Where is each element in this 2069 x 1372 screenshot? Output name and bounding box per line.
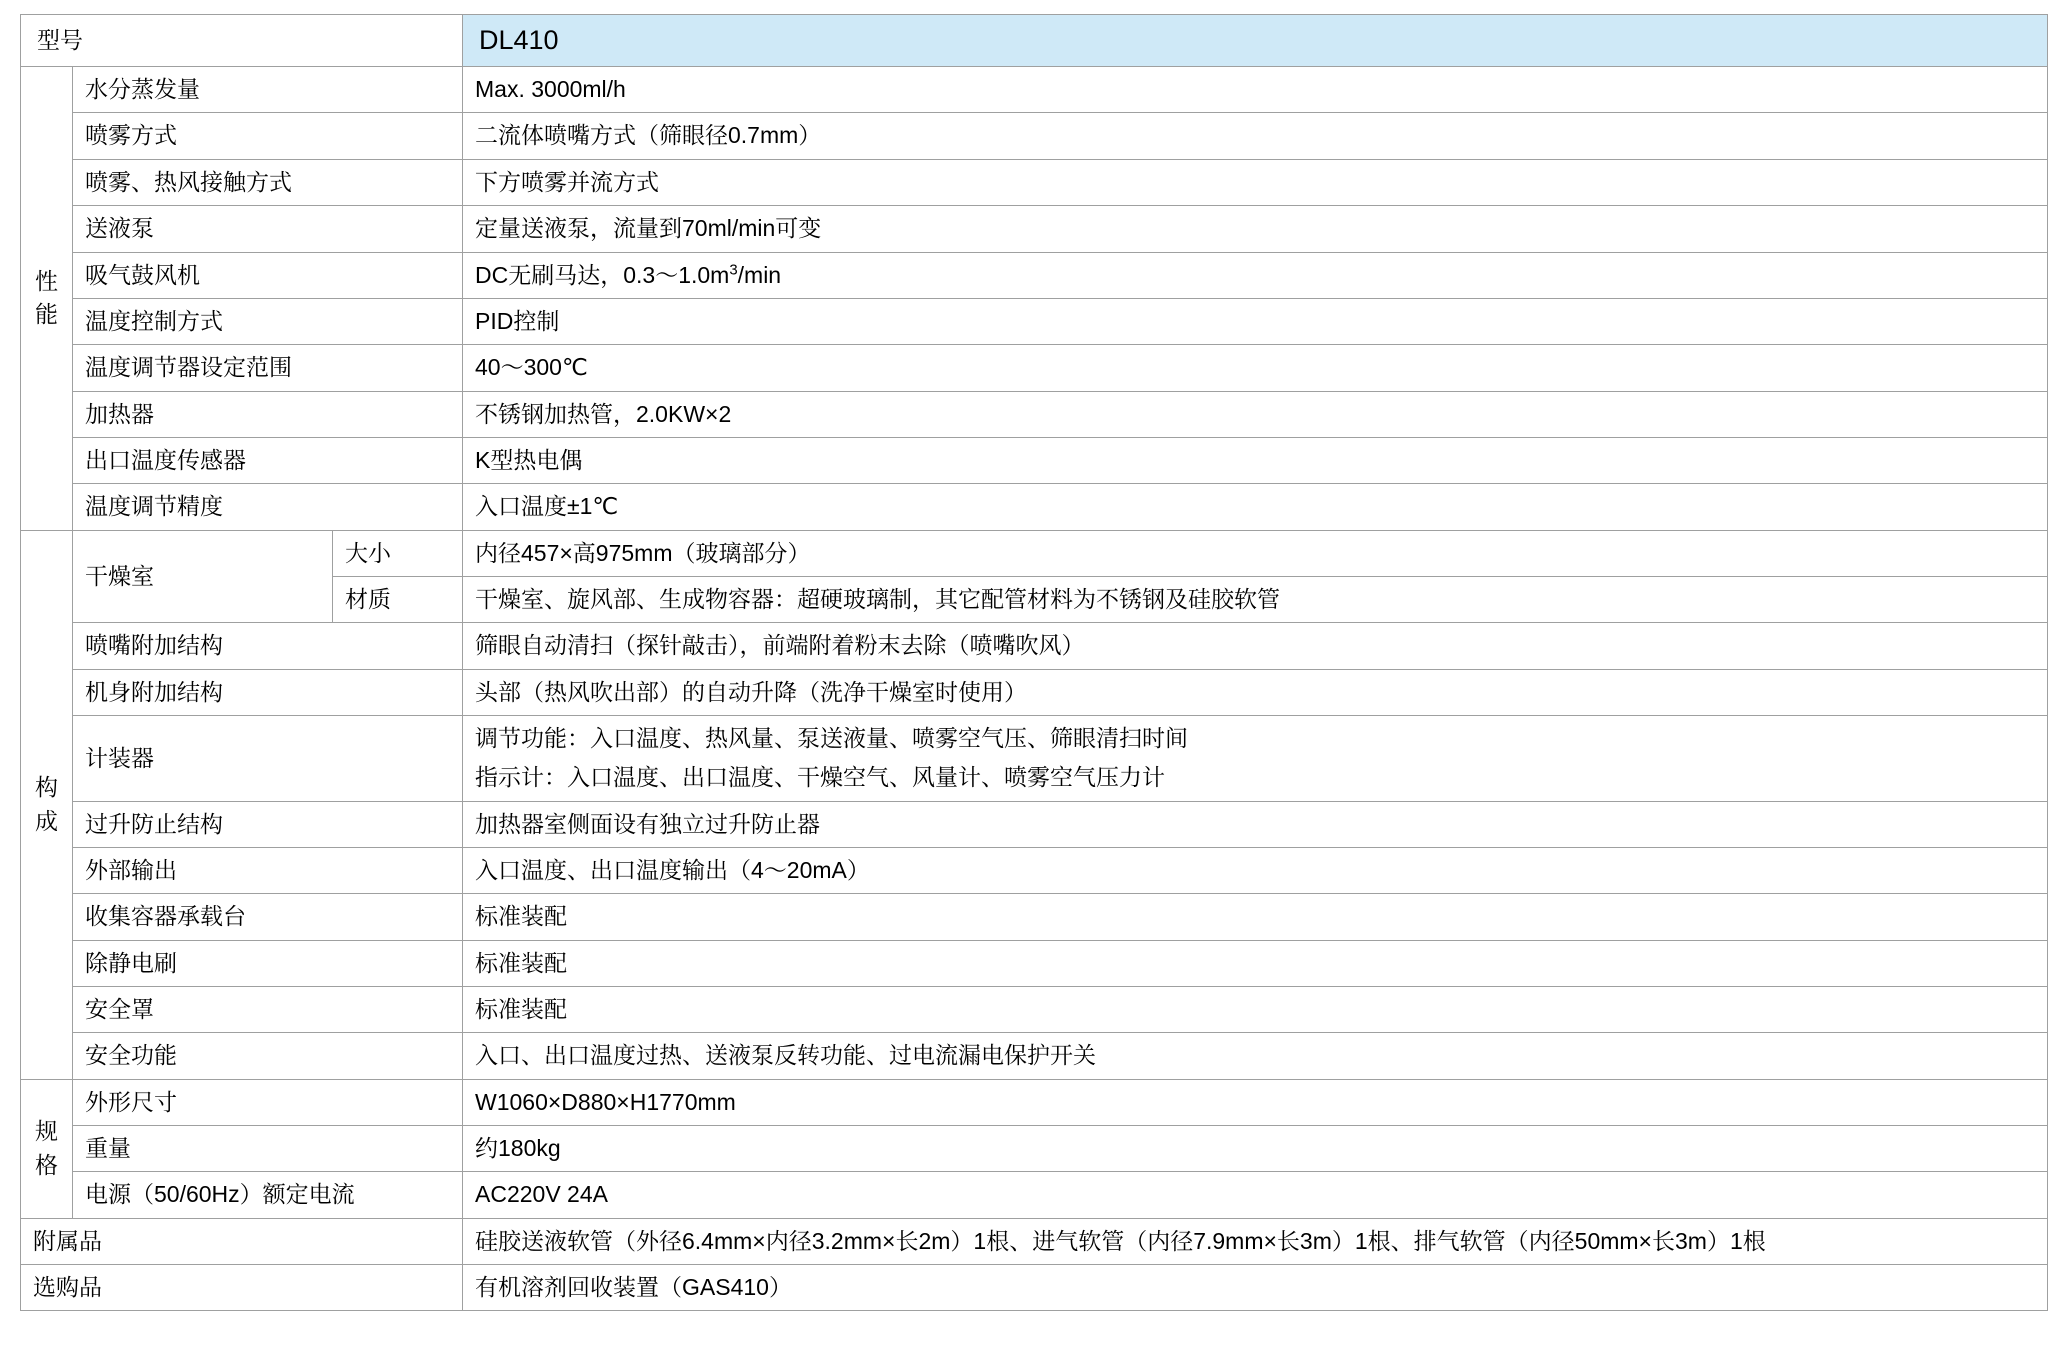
row-value: 约180kg xyxy=(463,1126,2048,1172)
row-item: 计装器 xyxy=(73,715,463,801)
table-row xyxy=(21,437,2048,483)
row-value: 干燥室、旋风部、生成物容器：超硬玻璃制，其它配管材料为不锈钢及硅胶软管 xyxy=(463,576,2048,622)
group-char-2: 能 xyxy=(35,301,58,328)
table-row xyxy=(21,1126,2048,1172)
accessories-value: 硅胶送液软管（外径6.4mm×内径3.2mm×长2m）1根、进气软管（内径7.9mm×长3m）1根、排气软管（内径50mm×长3m）1根 xyxy=(463,1218,2048,1264)
row-item: 喷嘴附加结构 xyxy=(73,623,463,669)
specification-table xyxy=(20,14,2048,1311)
row-value: 头部（热风吹出部）的自动升降（洗净干燥室时使用） xyxy=(463,669,2048,715)
instrumentation-line-1: 调节功能：入口温度、热风量、泵送液量、喷雾空气压、筛眼清扫时间 xyxy=(475,724,1188,751)
table-row xyxy=(21,940,2048,986)
table-row xyxy=(21,1172,2048,1218)
model-label: 型号 xyxy=(21,15,463,67)
row-value-instrumentation xyxy=(463,715,2048,801)
row-value: 标准装配 xyxy=(463,987,2048,1033)
table-row-safety xyxy=(21,1033,2048,1079)
row-value: 二流体喷嘴方式（筛眼径0.7mm） xyxy=(463,113,2048,159)
table-row xyxy=(21,669,2048,715)
row-value: PID控制 xyxy=(463,298,2048,344)
row-value: 标准装配 xyxy=(463,894,2048,940)
row-item: 出口温度传感器 xyxy=(73,437,463,483)
group-char-1: 构 xyxy=(35,774,58,801)
row-item: 加热器 xyxy=(73,391,463,437)
row-item: 水分蒸发量 xyxy=(73,67,463,113)
table-row xyxy=(21,252,2048,298)
accessories-label: 附属品 xyxy=(21,1218,463,1264)
table-row xyxy=(21,623,2048,669)
row-item: 喷雾、热风接触方式 xyxy=(73,159,463,205)
table-row xyxy=(21,1079,2048,1125)
row-value: W1060×D880×H1770mm xyxy=(463,1079,2048,1125)
row-value: 筛眼自动清扫（探针敲击），前端附着粉末去除（喷嘴吹风） xyxy=(463,623,2048,669)
table-row xyxy=(21,801,2048,847)
row-item: 收集容器承载台 xyxy=(73,894,463,940)
row-item: 重量 xyxy=(73,1126,463,1172)
blower-base: DC无刷马达，0.3～1.0m xyxy=(475,261,730,288)
table-row xyxy=(21,987,2048,1033)
row-item: 除静电刷 xyxy=(73,940,463,986)
group-char-2: 成 xyxy=(35,807,58,834)
table-row xyxy=(21,159,2048,205)
row-item: 温度控制方式 xyxy=(73,298,463,344)
table-row xyxy=(21,67,2048,113)
row-item: 外形尺寸 xyxy=(73,1079,463,1125)
table-row xyxy=(21,298,2048,344)
row-value: K型热电偶 xyxy=(463,437,2048,483)
row-item: 安全罩 xyxy=(73,987,463,1033)
row-value: 加热器室侧面设有独立过升防止器 xyxy=(463,801,2048,847)
row-value: Max. 3000ml/h xyxy=(463,67,2048,113)
model-value: DL410 xyxy=(463,15,2048,67)
blower-tail: /min xyxy=(737,261,782,288)
row-value: 40～300℃ xyxy=(463,345,2048,391)
table-row xyxy=(21,484,2048,530)
group-char-1: 性 xyxy=(35,268,58,295)
table-row xyxy=(21,847,2048,893)
group-char-2: 格 xyxy=(35,1151,58,1178)
row-value: 入口温度、出口温度输出（4～20mA） xyxy=(463,847,2048,893)
row-value: 内径457×高975mm（玻璃部分） xyxy=(463,530,2048,576)
row-item: 温度调节精度 xyxy=(73,484,463,530)
row-item: 温度调节器设定范围 xyxy=(73,345,463,391)
row-item-drying-chamber: 干燥室 xyxy=(73,530,333,623)
blower-sup: 3 xyxy=(729,260,738,278)
group-label-performance xyxy=(21,67,73,530)
row-item: 电源（50/60Hz）额定电流 xyxy=(73,1172,463,1218)
row-value: AC220V 24A xyxy=(463,1172,2048,1218)
options-label: 选购品 xyxy=(21,1265,463,1311)
row-value: 标准装配 xyxy=(463,940,2048,986)
row-value: 下方喷雾并流方式 xyxy=(463,159,2048,205)
instrumentation-line-2: 指示计：入口温度、出口温度、干燥空气、风量计、喷雾空气压力计 xyxy=(475,764,1165,791)
table-row-options xyxy=(21,1265,2048,1311)
row-value: 定量送液泵，流量到70ml/min可变 xyxy=(463,206,2048,252)
row-value: 不锈钢加热管，2.0KW×2 xyxy=(463,391,2048,437)
table-row xyxy=(21,113,2048,159)
table-row xyxy=(21,715,2048,801)
table-row-accessories xyxy=(21,1218,2048,1264)
row-subitem: 大小 xyxy=(333,530,463,576)
safety-value: 入口、出口温度过热、送液泵反转功能、过电流漏电保护开关 xyxy=(463,1033,2048,1079)
row-item: 外部输出 xyxy=(73,847,463,893)
table-row xyxy=(21,894,2048,940)
row-item: 过升防止结构 xyxy=(73,801,463,847)
row-value-blower xyxy=(463,252,2048,298)
group-label-construction xyxy=(21,530,73,1079)
table-row xyxy=(21,391,2048,437)
table-row xyxy=(21,206,2048,252)
table-row-model xyxy=(21,15,2048,67)
row-item: 吸气鼓风机 xyxy=(73,252,463,298)
safety-label: 安全功能 xyxy=(73,1033,463,1079)
options-value: 有机溶剂回收装置（GAS410） xyxy=(463,1265,2048,1311)
group-char-1: 规 xyxy=(35,1118,58,1145)
row-item: 喷雾方式 xyxy=(73,113,463,159)
table-row xyxy=(21,345,2048,391)
row-item: 机身附加结构 xyxy=(73,669,463,715)
row-item: 送液泵 xyxy=(73,206,463,252)
row-subitem: 材质 xyxy=(333,576,463,622)
group-label-spec xyxy=(21,1079,73,1218)
table-row xyxy=(21,530,2048,576)
row-value: 入口温度±1℃ xyxy=(463,484,2048,530)
